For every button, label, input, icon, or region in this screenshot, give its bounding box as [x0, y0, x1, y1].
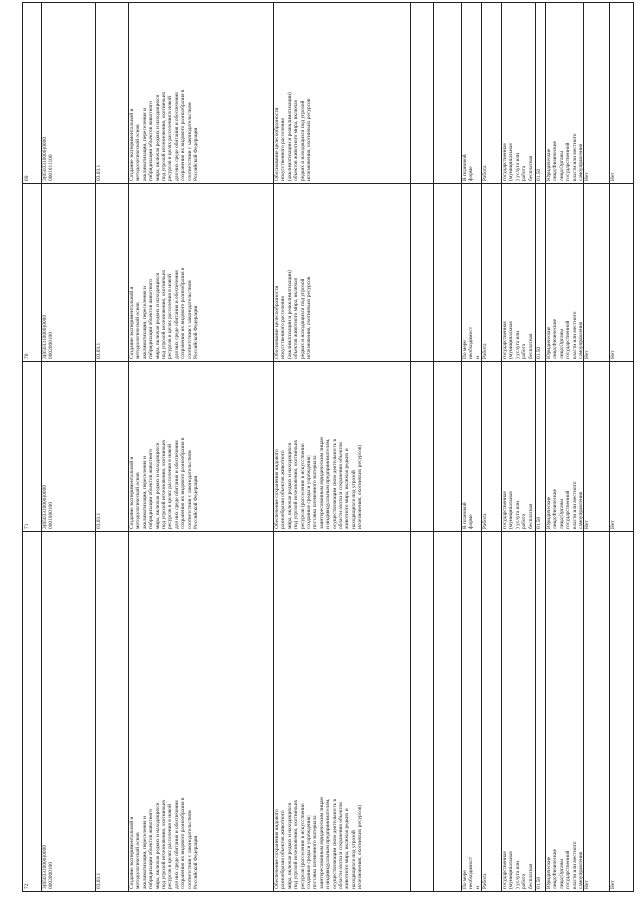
- cell-okved2: [535, 183, 545, 361]
- column-divider: [583, 3, 584, 891]
- cell-col5: [410, 3, 433, 183]
- okved2-code: 01.50: [536, 876, 542, 889]
- cell-consumers: [545, 183, 583, 361]
- cell-num: [23, 361, 41, 531]
- cell-col6: [433, 361, 461, 531]
- form-text: По мере необходимост и: [462, 326, 481, 359]
- form-text: В плановой форме: [462, 502, 475, 529]
- cell-okved: [95, 183, 128, 361]
- activity-text: Создание экспериментальной и методологической основ акклиматизации, переселения и гибридизации объектов животного мира, включая редких и находящихся под угрозой исчезновения, охотничьих ресурсов в целях расселения в новой для них среде обитания и обеспечения сохранения их видового разнообразия в соответствии с законодательством Российской Федерации: [129, 267, 200, 359]
- licensed-flag: Нет: [610, 172, 616, 181]
- consumers-text: Юридические лица;Физические лица;Органы государственной власти или местного самоуправления: [546, 481, 585, 529]
- cell-okved: [95, 531, 128, 891]
- cell-activity: [128, 361, 273, 531]
- cell-type: [481, 531, 501, 891]
- cell-type: [481, 3, 501, 183]
- row-number: 69: [24, 175, 30, 181]
- cell-consumers: [545, 361, 583, 531]
- column-divider: [273, 3, 274, 891]
- cell-registry: [583, 361, 609, 531]
- cell-licensed: [609, 3, 635, 183]
- type-text: Работа: [482, 513, 488, 529]
- table-row: [23, 183, 633, 361]
- cell-okved: [95, 3, 128, 183]
- cell-consumers: [545, 3, 583, 183]
- registry-flag: Нет: [584, 350, 590, 359]
- column-divider: [461, 3, 462, 891]
- column-divider: [535, 3, 536, 891]
- form-text: В плановой форме: [462, 154, 475, 181]
- column-divider: [501, 3, 502, 891]
- row-number: 72: [24, 883, 30, 889]
- cell-okved2: [535, 531, 545, 891]
- type-text: Работа: [482, 343, 488, 359]
- cell-activity: [128, 531, 273, 891]
- licensed-flag: Нет: [610, 880, 616, 889]
- content-text: Обеспечение сохранения видового разнообразия объектов животного мира, включая редких и находящихся под угрозой исчезновения, охотничьих ресурсов (расселение в искусственно созданные среды и учреждения; поставка племенного материала заинтересованным юридическим лицам и индивидуальным предпринимателям, осуществляющим свою деятельность в области охоты и сохранения объектов животного мира, включая редких и находящихся под угрозой исчезновения, охотничьих ресурсов): [274, 797, 364, 889]
- cell-form: [461, 361, 481, 531]
- cell-basis: [501, 183, 535, 361]
- cell-activity: [128, 183, 273, 361]
- okved-code: 03.03.1: [96, 872, 102, 889]
- cell-col5: [410, 183, 433, 361]
- row-number: 71: [24, 523, 30, 529]
- registry-flag: Нет: [584, 880, 590, 889]
- cell-col6: [433, 531, 461, 891]
- okved-code: 03.03.1: [96, 164, 102, 181]
- basis-text: государственная (муниципальная ) услуга или работа бесплатная: [502, 491, 534, 529]
- registry-table: [22, 2, 634, 892]
- cell-col6: [433, 3, 461, 183]
- column-divider: [545, 3, 546, 891]
- licensed-flag: Нет: [610, 520, 616, 529]
- cell-form: [461, 531, 481, 891]
- registry-code: 3(0503310000)0000 0002000100: [42, 844, 55, 889]
- okved-code: 03.03.1: [96, 342, 102, 359]
- cell-okved2: [535, 3, 545, 183]
- cell-content: [273, 531, 410, 891]
- cell-registry: [583, 3, 609, 183]
- cell-content: [273, 361, 410, 531]
- empty-cell: [433, 531, 461, 891]
- cell-code: [41, 531, 95, 891]
- cell-code: [41, 3, 95, 183]
- cell-code: [41, 361, 95, 531]
- cell-num: [23, 3, 41, 183]
- cell-col5: [410, 361, 433, 531]
- cell-registry: [583, 531, 609, 891]
- cell-col6: [433, 183, 461, 361]
- cell-okved: [95, 361, 128, 531]
- empty-cell: [433, 361, 461, 531]
- basis-text: государственная (муниципальная ) услуга или работа бесплатная: [502, 851, 534, 889]
- column-divider: [433, 3, 434, 891]
- row-divider: [23, 183, 633, 184]
- column-divider: [95, 3, 96, 891]
- row-divider: [23, 531, 633, 532]
- cell-type: [481, 361, 501, 531]
- okved2-code: 01.50: [536, 516, 542, 529]
- cell-form: [461, 3, 481, 183]
- empty-cell: [410, 361, 433, 531]
- cell-type: [481, 183, 501, 361]
- okved-code: 03.03.1: [96, 512, 102, 529]
- okved2-code: 01.50: [536, 346, 542, 359]
- table-row: [23, 3, 633, 183]
- cell-code: [41, 183, 95, 361]
- row-number: 70: [24, 353, 30, 359]
- cell-col5: [410, 531, 433, 891]
- empty-cell: [410, 531, 433, 891]
- activity-text: Создание экспериментальной и методологической основ акклиматизации, переселения и гибридизации объектов животного мира, включая редких и находящихся под угрозой исчезновения, охотничьих ресурсов в целях расселения в новой для них среде обитания и обеспечения сохранения их видового разнообразия в соответствии с законодательством Российской Федерации: [129, 89, 200, 181]
- cell-num: [23, 531, 41, 891]
- cell-basis: [501, 361, 535, 531]
- column-divider: [128, 3, 129, 891]
- cell-licensed: [609, 183, 635, 361]
- cell-licensed: [609, 531, 635, 891]
- table-row: [23, 531, 633, 891]
- column-divider: [410, 3, 411, 891]
- cell-basis: [501, 531, 535, 891]
- activity-text: Создание экспериментальной и методологической основ акклиматизации, переселения и гибридизации объектов животного мира, включая редких и находящихся под угрозой исчезновения, охотничьих ресурсов в целях расселения в новой для них среде обитания и обеспечения сохранения их видового разнообразия в соответствии с законодательством Российской Федерации: [129, 437, 200, 529]
- cell-content: [273, 183, 410, 361]
- content-text: Обеспечение сохранения видового разнообразия объектов животного мира, включая редких и находящихся под угрозой исчезновения, охотничьих ресурсов (расселение в искусственно созданные среды и учреждения; поставка племенного материала заинтересованным юридическим лицам и индивидуальным предпринимателям, осуществляющим свою деятельность в области охоты и сохранения объектов животного мира, включая редких и находящихся под угрозой исчезновения, охотничьих ресурсов): [274, 437, 364, 529]
- okved2-code: 01.50: [536, 168, 542, 181]
- table-row: [23, 361, 633, 531]
- consumers-text: Юридические лица;Физические лица;Органы государственной власти или местного самоуправления: [546, 311, 585, 359]
- row-divider: [23, 361, 633, 362]
- cell-content: [273, 3, 410, 183]
- cell-form: [461, 183, 481, 361]
- cell-okved2: [535, 361, 545, 531]
- cell-registry: [583, 183, 609, 361]
- type-text: Работа: [482, 165, 488, 181]
- column-divider: [41, 3, 42, 891]
- cell-consumers: [545, 531, 583, 891]
- registry-code: 3(0503310000)0000 0001000100: [42, 484, 55, 529]
- form-text: По мере необходимост и: [462, 856, 481, 889]
- content-text: Обоснование целесообразности искусственного расселения (акклиматизации и реакклиматизации) объектов животного мира, включая редких и находящихся под угрозой исчезновения, охотничьих ресурсов: [274, 92, 313, 181]
- cell-activity: [128, 3, 273, 183]
- empty-cell: [433, 183, 461, 361]
- licensed-flag: Нет: [610, 350, 616, 359]
- registry-code: 3(0503310000)0000 0001011100: [42, 136, 55, 181]
- cell-num: [23, 183, 41, 361]
- column-divider: [609, 3, 610, 891]
- type-text: Работа: [482, 873, 488, 889]
- content-text: Обоснование целесообразности искусственного расселения (акклиматизации и реакклиматизации) объектов животного мира, включая редких и находящихся под угрозой исчезновения, охотничьих ресурсов: [274, 270, 313, 359]
- empty-cell: [410, 183, 433, 361]
- registry-flag: Нет: [584, 520, 590, 529]
- empty-cell: [433, 3, 461, 183]
- registry-code: 3(0503310000)0000 0002000100: [42, 314, 55, 359]
- cell-basis: [501, 3, 535, 183]
- empty-cell: [410, 3, 433, 183]
- consumers-text: Юридические лица;Физические лица;Органы государственной власти или местного самоуправления: [546, 841, 585, 889]
- activity-text: Создание экспериментальной и методологической основ акклиматизации, переселения и гибридизации объектов животного мира, включая редких и находящихся под угрозой исчезновения, охотничьих ресурсов в целях расселения в новой для них среде обитания и обеспечения сохранения их видового разнообразия в соответствии с законодательством Российской Федерации: [129, 797, 200, 889]
- consumers-text: Юридические лица;Физические лица;Органы государственной власти или местного самоуправления: [546, 133, 585, 181]
- registry-flag: Нет: [584, 172, 590, 181]
- cell-licensed: [609, 361, 635, 531]
- column-divider: [481, 3, 482, 891]
- basis-text: государственная (муниципальная ) услуга или работа бесплатная: [502, 321, 534, 359]
- basis-text: государственная (муниципальная ) услуга или работа бесплатная: [502, 143, 534, 181]
